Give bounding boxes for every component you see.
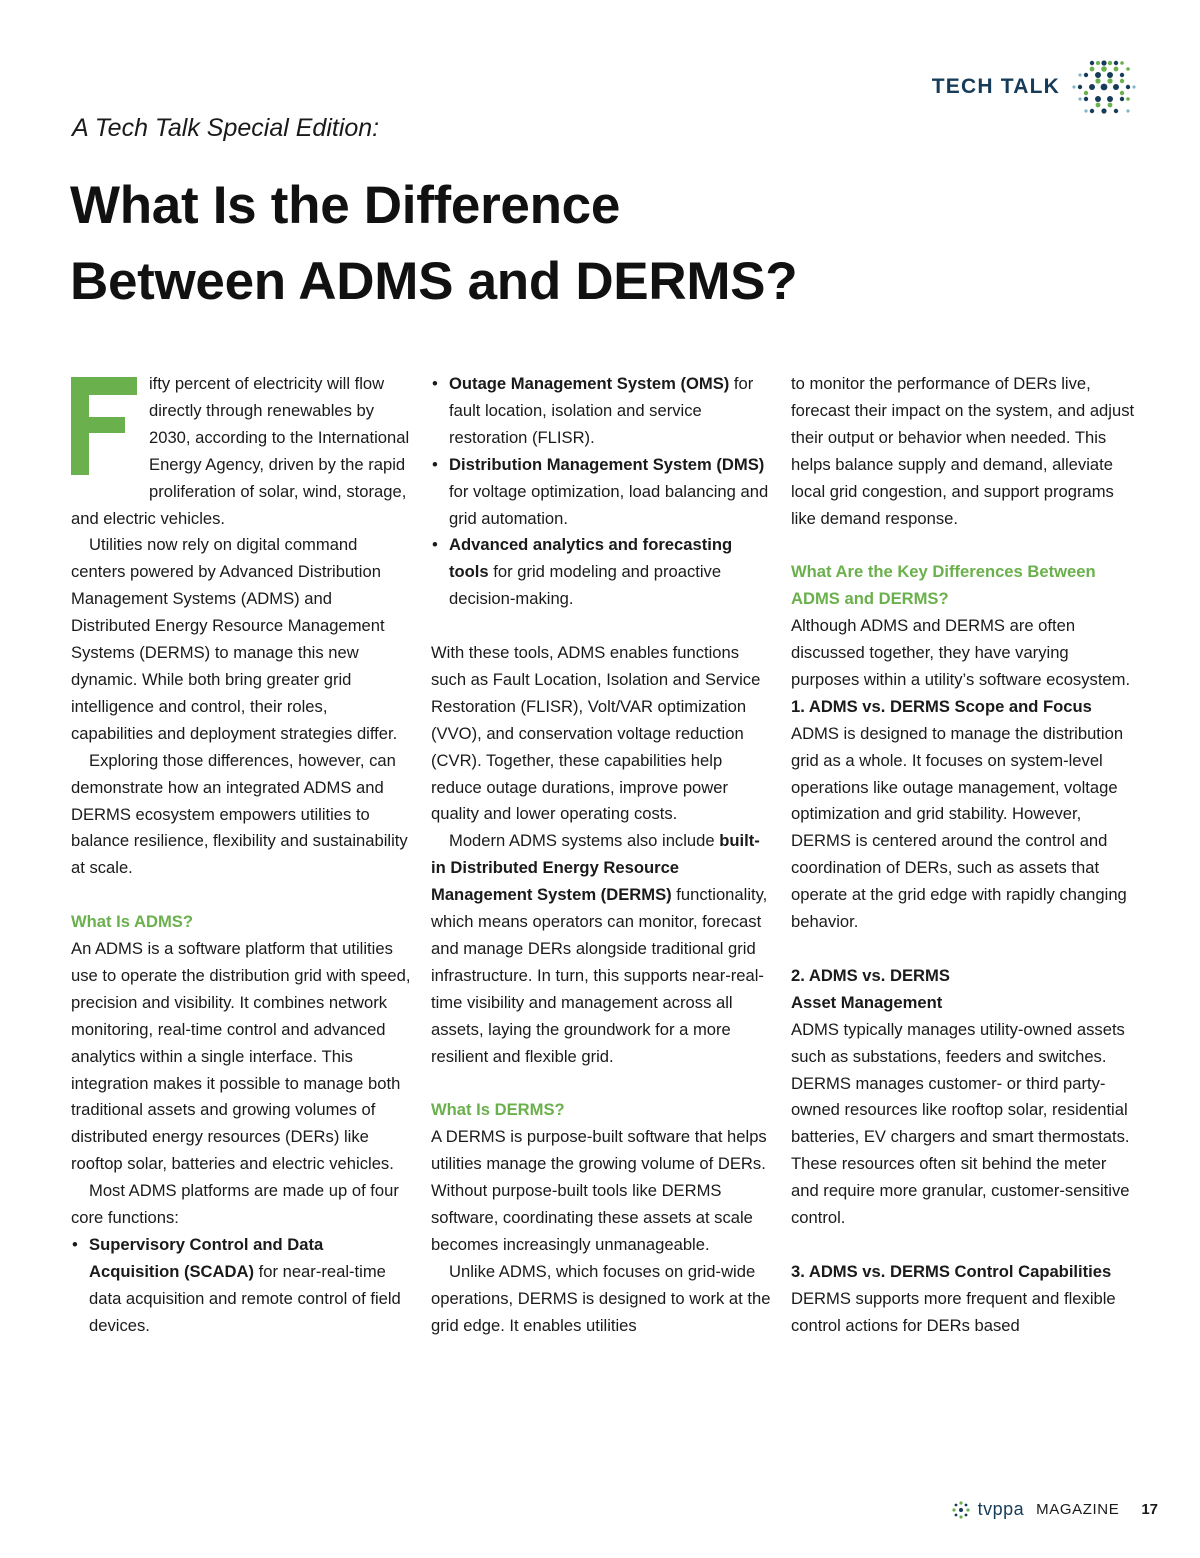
bullet-text: for fault location, isolation and service restoration (FLISR). — [449, 374, 754, 447]
bullet-text: for near-real-time data acquisition and remote control of field devices. — [89, 1261, 401, 1335]
bullet-bold-text: Advanced analytics and forecasting tools — [449, 535, 733, 582]
subheading-line: Asset Management — [791, 992, 943, 1012]
bullet-list — [71, 1232, 413, 1340]
dots-logo-icon — [1072, 55, 1136, 119]
subheading-control-capabilities: 3. ADMS vs. DERMS Control Capabilities — [791, 1261, 1112, 1281]
bullet-bold-text: Supervisory Control and Data Acquisition (SCADA) — [89, 1234, 324, 1281]
paragraph — [431, 828, 773, 1070]
paragraph-text: Modern ADMS systems also include — [449, 831, 720, 851]
paragraph: Although ADMS and DERMS are often discussed together, they have varying purposes within a utility’s software ecosystem. — [791, 616, 1131, 689]
paragraph: Exploring those differences, however, can demonstrate how an integrated ADMS and DERMS ecosystem empowers utilities to balance resilience, flexibility and sustainability at scale. — [71, 750, 408, 878]
intro-paragraph — [71, 371, 413, 532]
drop-cap — [71, 377, 137, 483]
article-column-2 — [431, 371, 773, 1340]
page-number: 17 — [1141, 1501, 1158, 1518]
list-item — [431, 371, 773, 452]
bullet-text: for voltage optimization, load balancing and grid automation. — [449, 481, 769, 528]
paragraph: ADMS is designed to manage the distribution grid as a whole. It focuses on system-level operations like outage management, voltage optimization and grid stability. However, DERMS is centered around the control and coordination of DERs, such as assets that operate at the grid edge with rapidly changing behavior. — [791, 723, 1127, 932]
paragraph: A DERMS is purpose-built software that helps utilities manage the growing volume of DERs. Without purpose-built tools like DERMS software, coordinating these assets at scale becomes increasingly unmanageable. — [431, 1127, 767, 1254]
page-footer — [952, 1499, 1158, 1520]
paragraph: Utilities now rely on digital command centers powered by Advanced Distribution Management Systems (ADMS) and Distributed Energy Resource Management Systems (DERMS) to manage this new dynamic. While both bring greater grid intelligence and control, their roles, capabilities and deployment strategies differ. — [71, 535, 398, 743]
subheading-what-is-adms: What Is ADMS? — [71, 912, 193, 932]
intro-text: ifty percent of electricity will flow directly through renewables by 2030, according to the International Energy Agency, driven by the rapid proliferation of solar, wind, storage, and electric vehicles. — [71, 374, 410, 528]
subheading-key-differences: What Are the Key Differences Between ADMS and DERMS? — [791, 562, 1096, 609]
list-item — [71, 1232, 413, 1340]
bullet-bold-text: Outage Management System (OMS) — [449, 374, 730, 393]
paragraph: Most ADMS platforms are made up of four core functions: — [71, 1181, 399, 1228]
headline — [70, 168, 1070, 320]
section-title: TECH TALK — [931, 75, 1060, 98]
paragraph: DERMS supports more frequent and flexible control actions for DERs based — [791, 1288, 1116, 1335]
bullet-list — [431, 371, 773, 613]
article-column-1 — [71, 371, 413, 1340]
tvppa-logo-icon — [952, 1501, 970, 1519]
list-item — [431, 452, 773, 533]
paragraph: Unlike ADMS, which focuses on grid-wide operations, DERMS is designed to work at the grid edge. It enables utilities — [431, 1261, 771, 1335]
paragraph: An ADMS is a software platform that utilities use to operate the distribution grid with speed, precision and visibility. It combines network monitoring, real-time control and advanced analytics within a single interface. This integration makes it possible to manage both traditional assets and growing volumes of distributed energy resources (DERs) like rooftop solar, batteries and electric vehicles. — [71, 939, 411, 1174]
paragraph: to monitor the performance of DERs live, forecast their impact on the system, and adjust their output or behavior when needed. This helps balance supply and demand, alleviate local grid congestion, and support programs like demand response. — [791, 374, 1135, 528]
subheading-scope-focus: 1. ADMS vs. DERMS Scope and Focus — [791, 696, 1092, 716]
bullet-text: for grid modeling and proactive decision-making. — [449, 562, 722, 609]
bullet-bold-text: Distribution Management System (DMS) — [449, 454, 765, 474]
paragraph: With these tools, ADMS enables functions such as Fault Location, Isolation and Service Restoration (FLISR), Volt/VAR optimization (VVO), and conservation voltage reduction (CVR). Together, these capabilities help reduce outage durations, improve power quality and lower operating costs. — [431, 643, 761, 824]
paragraph-bold-text: built-in Distributed Energy Resource Management System (DERMS) — [431, 831, 760, 905]
kicker: A Tech Talk Special Edition: — [72, 114, 380, 142]
headline-line-1: What Is the Difference — [70, 176, 621, 235]
paragraph: ADMS typically manages utility-owned assets such as substations, feeders and switches. DERMS manages customer- or third party-owned resources like rooftop solar, residential batteries, EV chargers and smart thermostats. These resources often sit behind the meter and require more granular, customer-sensitive control. — [791, 1019, 1130, 1228]
subheading-asset-management — [791, 963, 1136, 1017]
subheading-what-is-derms: What Is DERMS? — [431, 1100, 565, 1120]
brand-name: tvppa — [977, 1499, 1025, 1519]
article-column-3 — [791, 371, 1136, 1340]
subheading-line: 2. ADMS vs. DERMS — [791, 965, 950, 985]
magazine-label: MAGAZINE — [1036, 1501, 1120, 1518]
section-header — [932, 55, 1136, 119]
headline-line-2: Between ADMS and DERMS? — [70, 252, 798, 311]
drop-cap-f-icon — [71, 377, 137, 475]
list-item — [431, 532, 773, 613]
paragraph-text: functionality, which means operators can monitor, forecast and manage DERs alongside traditional grid infrastructure. In turn, this supports near-real-time visibility and management across all assets, laying the groundwork for a more resilient and flexible grid. — [431, 885, 768, 1066]
